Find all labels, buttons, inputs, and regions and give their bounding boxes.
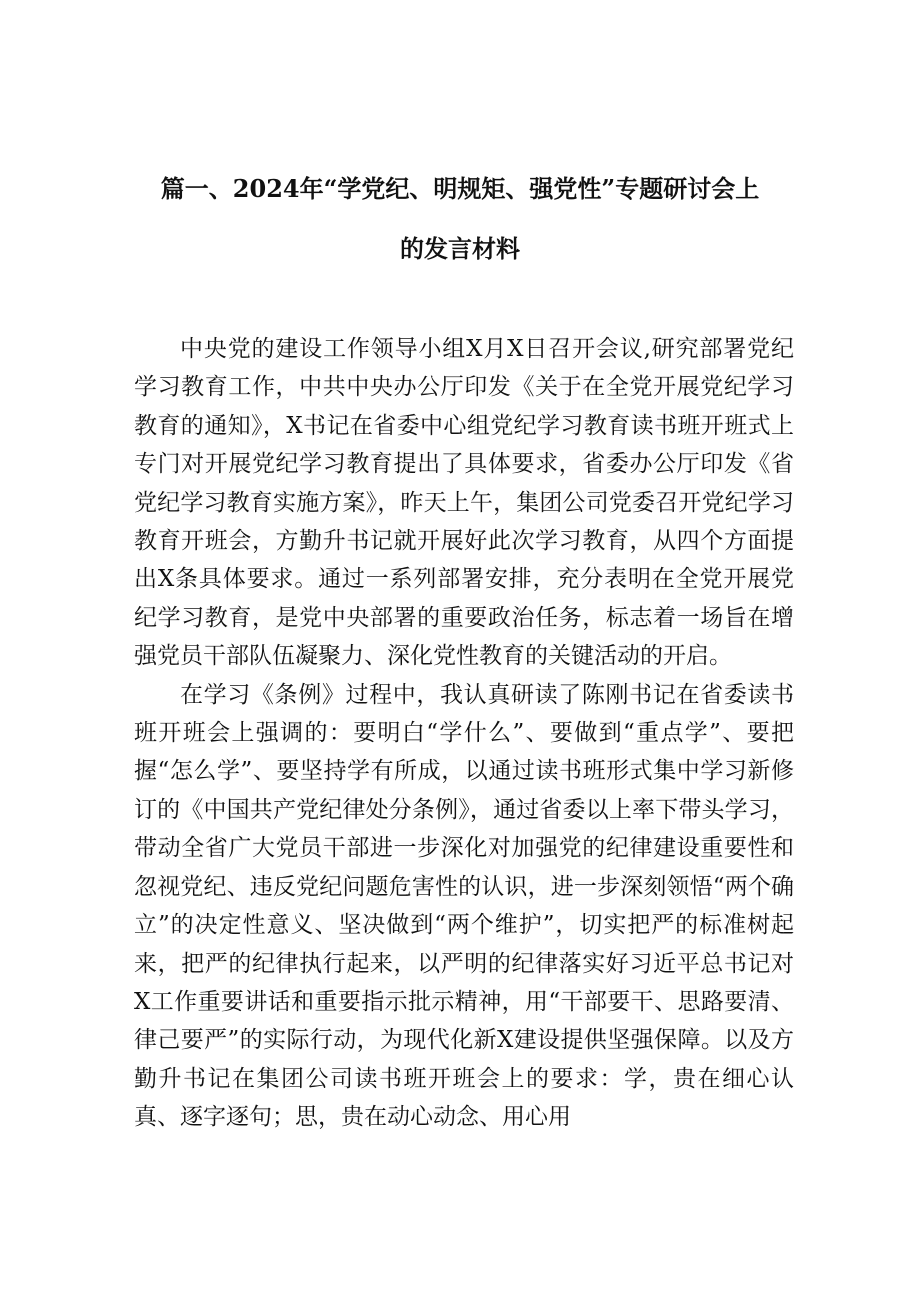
document-title-line-1: 篇一、2024年“学党纪、明规矩、强党性”专题研讨会上 [160, 174, 760, 203]
document-title-line-2: 的发言材料 [400, 234, 520, 263]
paragraph-1: 中央党的建设工作领导小组X月X日召开会议,研究部署党纪学习教育工作，中共中央办公厅印发《关于在全党开展党纪学习教育的通知》，X书记在省委中心组党纪学习教育读书班开班式上专门对开展党纪学习教育提出了具体要求，省委办公厅印发《省党纪学习教育实施方案》，昨天上午，集团公司党委召开党纪学习教育开班会，方勤升书记就开展好此次学习教育，从四个方面提出X条具体要求。通过一系列部署安排，充分表明在全党开展党纪学习教育，是党中央部署的重要政治任务，标志着一场旨在增强党员干部队伍凝聚力、深化党性教育的关键活动的开启。 [134, 336, 794, 670]
paragraph-2: 在学习《条例》过程中，我认真研读了陈刚书记在省委读书班开班会上强调的：要明白“学什么”、要做到“重点学”、要把握“怎么学”、要坚持学有所成，以通过读书班形式集中学习新修订的《中国共产党纪律处分条例》，通过省委以上率下带头学习，带动全省广大党员干部进一步深化对加强党的纪律建设重要性和忽视党纪、违反党纪问题危害性的认识，进一步深刻领悟“两个确立”的决定性意义、坚决做到“两个维护”，切实把严的标准树起来，把严的纪律执行起来，以严明的纪律落实好习近平总书记对X工作重要讲话和重要指示批示精神，用“干部要干、思路要清、律己要严”的实际行动，为现代化新X建设提供坚强保障。以及方勤升书记在集团公司读书班开班会上的要求：学，贵在细心认真、逐字逐句；思，贵在动心动念、用心用 [134, 681, 794, 1131]
document-body [134, 330, 794, 1137]
